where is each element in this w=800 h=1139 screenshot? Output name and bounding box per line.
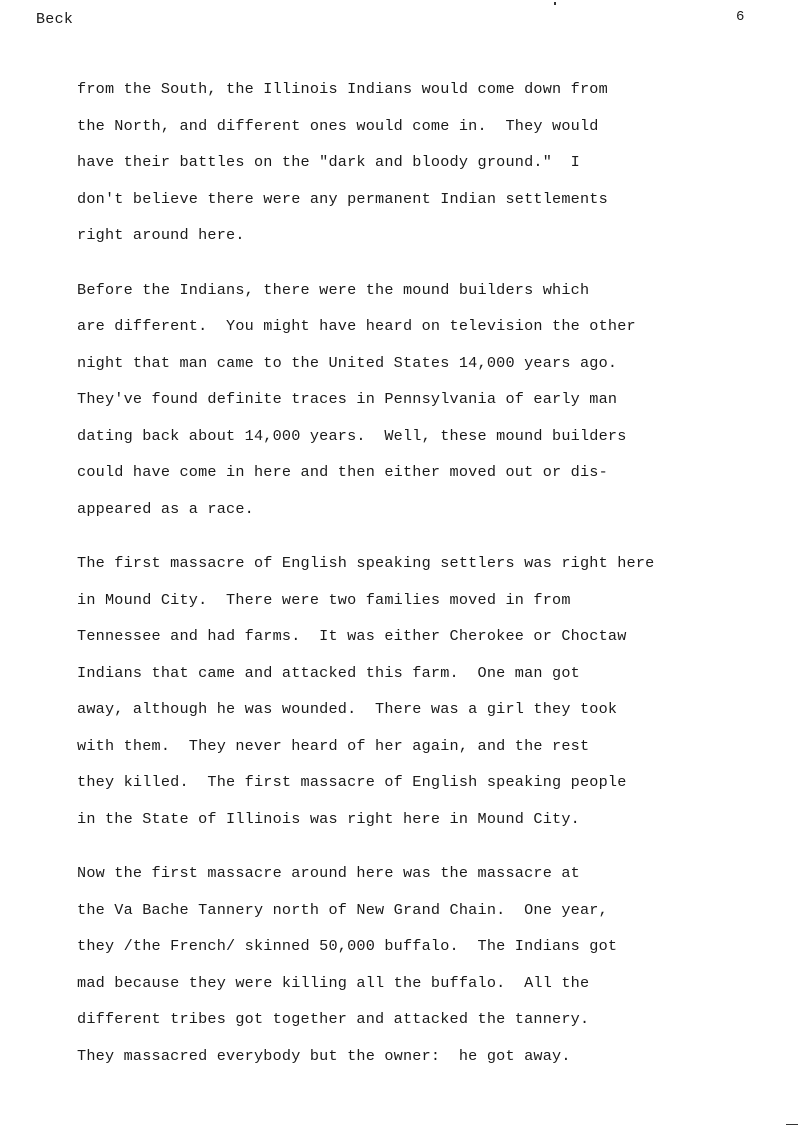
- text-line: appeared as a race.: [77, 499, 254, 518]
- paragraph-4: [77, 863, 792, 1082]
- text-line: in Mound City. There were two families moved in from: [77, 590, 571, 609]
- document-body: [77, 79, 792, 1100]
- scan-edge-mark: [786, 1124, 798, 1125]
- text-line: from the South, the Illinois Indians would come down from: [77, 80, 608, 98]
- text-line: Now the first massacre around here was the massacre at: [77, 864, 580, 882]
- text-line: The first massacre of English speaking settlers was right here: [77, 554, 655, 572]
- text-line: away, although he was wounded. There was a girl they took: [77, 700, 618, 718]
- text-line: the Va Bache Tannery north of New Grand Chain. One year,: [77, 900, 608, 919]
- text-line: mad because they were killing all the buffalo. All the: [77, 973, 590, 992]
- paragraph-2: [77, 280, 792, 536]
- text-line: in the State of Illinois was right here in Mound City.: [77, 809, 580, 828]
- paragraph-3: [77, 553, 792, 845]
- text-line: dating back about 14,000 years. Well, these mound builders: [77, 426, 627, 445]
- text-line: night that man came to the United States 14,000 years ago.: [77, 353, 618, 372]
- page-number: 6: [736, 9, 745, 25]
- text-line: they /the French/ skinned 50,000 buffalo. The Indians got: [77, 937, 618, 955]
- text-line: the North, and different ones would come in. They would: [77, 116, 599, 135]
- text-line: They massacred everybody but the owner: he got away.: [77, 1046, 571, 1065]
- text-line: with them. They never heard of her again, and the rest: [77, 736, 590, 755]
- text-line: Indians that came and attacked this farm. One man got: [77, 663, 580, 682]
- text-line: are different. You might have heard on television the other: [77, 317, 636, 335]
- text-line: don't believe there were any permanent Indian settlements: [77, 189, 608, 208]
- text-line: right around here.: [77, 226, 245, 244]
- scan-mark: [554, 2, 556, 5]
- text-line: could have come in here and then either moved out or dis-: [77, 463, 608, 481]
- header-name: Beck: [36, 11, 74, 28]
- text-line: Before the Indians, there were the mound builders which: [77, 280, 590, 299]
- text-line: different tribes got together and attacked the tannery.: [77, 1010, 590, 1028]
- paragraph-1: [77, 79, 792, 262]
- text-line: Tennessee and had farms. It was either Cherokee or Choctaw: [77, 627, 627, 645]
- text-line: They've found definite traces in Pennsylvania of early man: [77, 390, 618, 408]
- text-line: they killed. The first massacre of English speaking people: [77, 773, 627, 791]
- text-line: have their battles on the "dark and bloody ground." I: [77, 153, 580, 171]
